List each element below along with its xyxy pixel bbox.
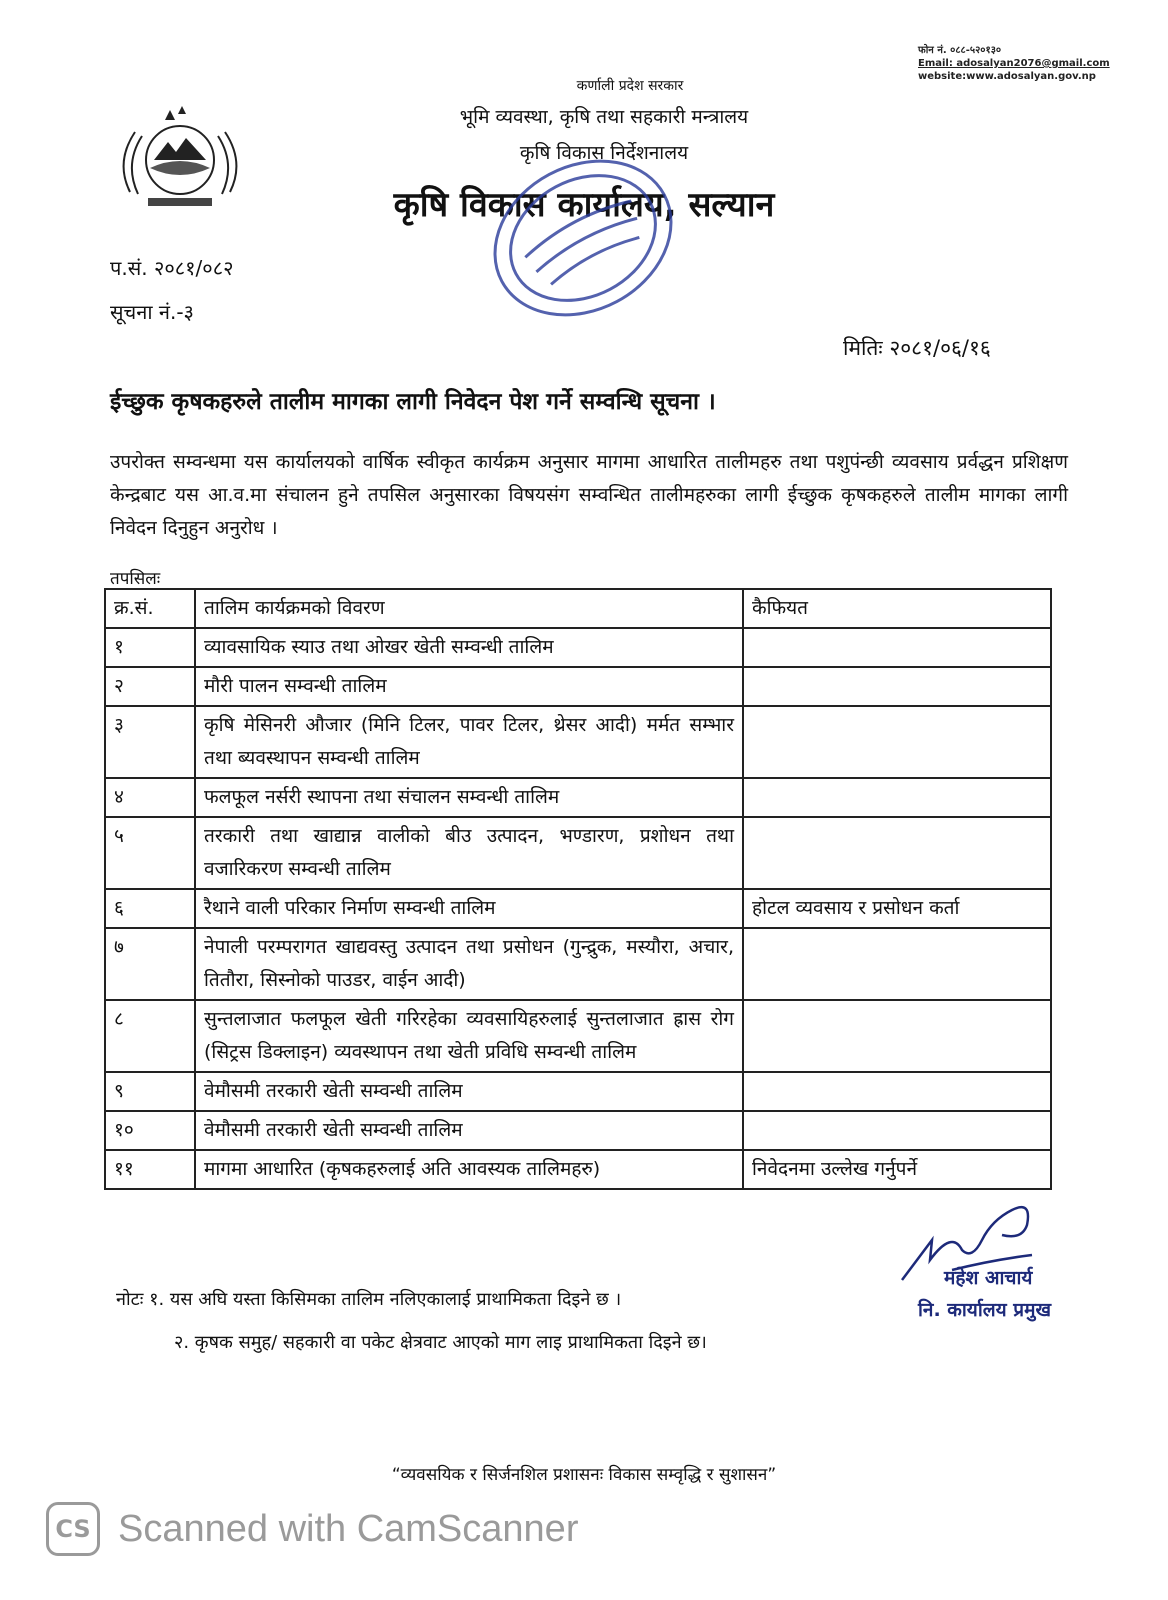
table-row: [105, 1000, 1051, 1072]
row-description: कृषि मेसिनरी औजार (मिनि टिलर, पावर टिलर, थ्रेसर आदी) मर्मत सम्भार तथा ब्यवस्थापन सम्वन्धी तालिम: [195, 706, 743, 778]
column-header-description: तालिम कार्यक्रमको विवरण: [195, 589, 743, 628]
table-header-row: [105, 589, 1051, 628]
row-remark: [743, 817, 1051, 889]
table-row: [105, 1150, 1051, 1189]
training-table: [104, 588, 1052, 1190]
row-description: तरकारी तथा खाद्यान्न वालीको बीउ उत्पादन, भण्डारण, प्रशोधन तथा वजारिकरण सम्वन्धी तालिम: [195, 817, 743, 889]
row-remark: [743, 928, 1051, 1000]
office-stamp-icon: [478, 148, 688, 328]
row-remark: [743, 706, 1051, 778]
notice-body: उपरोक्त सम्वन्धमा यस कार्यालयको वार्षिक स्वीकृत कार्यक्रम अनुसार मागमा आधारित तालीमहरु तथा पशुपंन्छी व्यवसाय प्रर्वद्धन प्रशिक्षण केन्द्रबाट यस आ.व.मा संचालन हुने तपसिल अनुसारका विषयसंग सम्वन्धित तालीमहरुका लागी ईच्छुक कृषकहरुले तालीम मागका लागी निवेदन दिनुहुन अनुरोध ।: [110, 451, 1068, 539]
row-description: व्यावसायिक स्याउ तथा ओखर खेती सम्वन्धी तालिम: [195, 628, 743, 667]
row-remark: होटल व्यवसाय र प्रसोधन कर्ता: [743, 889, 1051, 928]
row-description: मागमा आधारित (कृषकहरुलाई अति आवस्यक तालिमहरु): [195, 1150, 743, 1189]
table-row: [105, 628, 1051, 667]
row-remark: [743, 667, 1051, 706]
header-directorate: कृषि विकास निर्देशनालय: [519, 142, 689, 164]
notice-number: सूचना नं.-३: [110, 300, 194, 324]
row-remark: निवेदनमा उल्लेख गर्नुपर्ने: [743, 1150, 1051, 1189]
table-row: [105, 667, 1051, 706]
row-description: फलफूल नर्सरी स्थापना तथा संचालन सम्वन्धी तालिम: [195, 778, 743, 817]
website-address: website:www.adosalyan.gov.np: [918, 71, 1096, 82]
row-description: नेपाली परम्परागत खाद्यवस्तु उत्पादन तथा प्रसोधन (गुन्द्रुक, मस्यौरा, अचार, तितौरा, सिस्नोको पाउडर, वाईन आदी): [195, 928, 743, 1000]
row-sn: ५: [105, 817, 195, 889]
table-row: [105, 706, 1051, 778]
row-description: वेमौसमी तरकारी खेती सम्वन्धी तालिम: [195, 1111, 743, 1150]
row-remark: [743, 628, 1051, 667]
row-sn: ३: [105, 706, 195, 778]
tapsil-label: तपसिलः: [110, 569, 161, 589]
phone-number: फोन नं. ०८८-५२०१३०: [918, 45, 1002, 56]
table-row: [105, 1072, 1051, 1111]
camscanner-text: Scanned with CamScanner: [118, 1507, 579, 1550]
row-sn: ७: [105, 928, 195, 1000]
row-sn: २: [105, 667, 195, 706]
row-remark: [743, 778, 1051, 817]
camscanner-watermark: [46, 1502, 578, 1556]
row-sn: ४: [105, 778, 195, 817]
office-title: कृषि विकास कार्यालय, सल्यान: [393, 185, 775, 225]
row-description: वेमौसमी तरकारी खेती सम्वन्धी तालिम: [195, 1072, 743, 1111]
row-description: मौरी पालन सम्वन्धी तालिम: [195, 667, 743, 706]
row-sn: १: [105, 628, 195, 667]
signatory-title: नि. कार्यालय प्रमुख: [918, 1299, 1051, 1321]
column-header-sn: क्र.सं.: [105, 589, 195, 628]
office-motto: “व्यवसयिक र सिर्जनशिल प्रशासनः विकास सम्वृद्धि र सुशासन”: [391, 1465, 777, 1485]
table-row: [105, 1111, 1051, 1150]
header-ministry: भूमि व्यवस्था, कृषि तथा सहकारी मन्त्रालय: [459, 106, 749, 128]
notice-subject: ईच्छुक कृषकहरुले तालीम मागका लागी निवेदन पेश गर्ने सम्वन्धि सूचना ।: [110, 389, 716, 415]
notice-date: मितिः २०८१/०६/१६: [843, 336, 991, 360]
row-description: रैथाने वाली परिकार निर्माण सम्वन्धी तालिम: [195, 889, 743, 928]
row-sn: ११: [105, 1150, 195, 1189]
row-sn: ८: [105, 1000, 195, 1072]
row-description: सुन्तलाजात फलफूल खेती गरिरहेका व्यवसायिहरुलाई सुन्तलाजात ह्रास रोग (सिट्रस डिक्लाइन) व्यवस्थापन तथा खेती प्रविधि सम्वन्धी तालिम: [195, 1000, 743, 1072]
row-sn: १०: [105, 1111, 195, 1150]
row-remark: [743, 1111, 1051, 1150]
row-remark: [743, 1000, 1051, 1072]
table-row: [105, 889, 1051, 928]
column-header-remarks: कैफियत: [743, 589, 1051, 628]
signatory-name: महेश आचार्य: [944, 1267, 1033, 1289]
email-address: Email: adosalyan2076@gmail.com: [918, 58, 1110, 69]
header-province: कर्णाली प्रदेश सरकार: [576, 78, 684, 94]
note-two: २. कृषक समुह/ सहकारी वा पकेट क्षेत्रवाट आएको माग लाइ प्राथामिकता दिइने छ।: [174, 1332, 707, 1353]
table-row: [105, 928, 1051, 1000]
table-row: [105, 817, 1051, 889]
row-sn: ६: [105, 889, 195, 928]
table-row: [105, 778, 1051, 817]
row-remark: [743, 1072, 1051, 1111]
note-one: नोटः १. यस अघि यस्ता किसिमका तालिम नलिएकालाई प्राथामिकता दिइने छ ।: [116, 1289, 622, 1310]
camscanner-logo-icon: CS: [46, 1502, 100, 1556]
reference-number: प.सं. २०८१/०८२: [110, 256, 234, 280]
row-sn: ९: [105, 1072, 195, 1111]
